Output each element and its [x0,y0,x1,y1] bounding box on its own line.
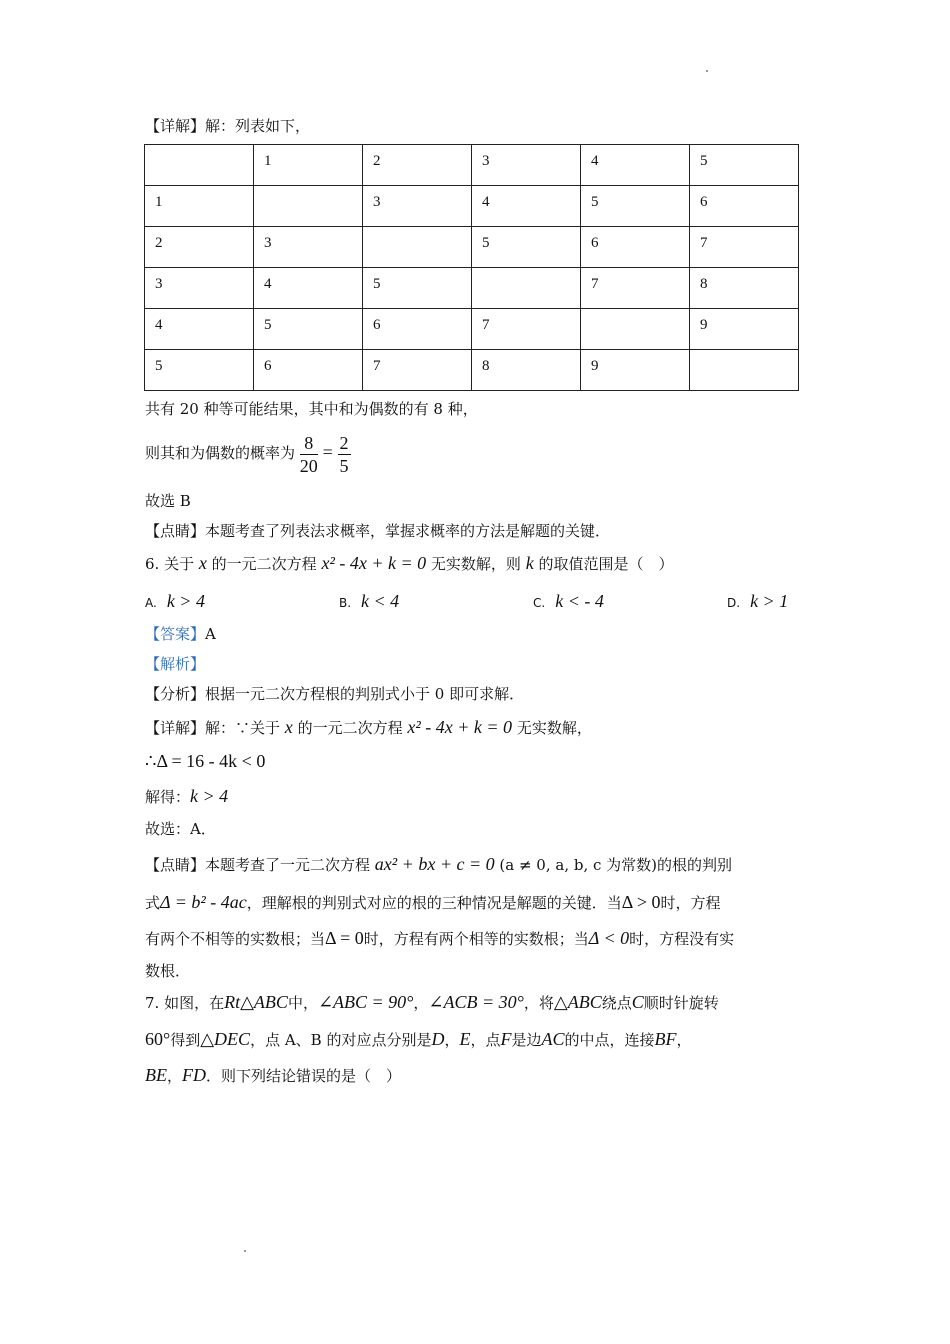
fraction-8-20 [300,432,318,477]
point-c: C [631,992,644,1012]
q7-text: ，点 A、B 的对应点分别是 [250,1031,432,1049]
table-row [145,186,799,227]
rotation-angle: 60° [145,1029,171,1049]
result-line: 共有 20 种等可能结果，其中和为偶数的有 8 种， [145,400,478,418]
segment-bf: BF [654,1029,677,1049]
segment-fd: FD [182,1065,207,1085]
comment-text: 时，方程有两个相等的实数根；当 [363,930,589,948]
frac-denominator: 20 [299,455,318,476]
discriminant: Δ = b² - 4ac [160,892,247,912]
point-d: D [431,1029,445,1049]
point-f: F [500,1029,512,1049]
table-cell: 3 [472,145,581,186]
table-cell: 5 [690,145,799,186]
q7-text: ， [444,1031,460,1049]
q7-text: 是边 [511,1031,542,1049]
q7-text: ， [676,1031,692,1049]
answer-value: A [205,625,216,643]
comment-text: ，理解根的判别式对应的根的三种情况是解题的关键．当 [246,894,622,912]
var-k: k [525,553,534,573]
q5-comment: 【点睛】本题考查了列表法求概率，掌握求概率的方法是解题的关键． [145,522,611,540]
table-cell: 5 [581,186,690,227]
table-cell: 6 [690,186,799,227]
table-row [145,268,799,309]
table-cell: 3 [363,186,472,227]
var-x: x [198,553,207,573]
solve-value: k > 4 [190,786,229,806]
sum-table [144,144,799,391]
table-row [145,309,799,350]
table-cell: 2 [363,145,472,186]
table-cell: 6 [581,227,690,268]
table-cell [363,227,472,268]
table-cell: 1 [254,145,363,186]
table-cell: 6 [363,309,472,350]
table-cell: 9 [690,309,799,350]
option-d [727,590,788,614]
frac-numerator: 8 [300,432,318,455]
table-cell: 5 [363,268,472,309]
triangle-label: △ABC [553,992,602,1012]
q5-choice: 故选 B [145,492,191,510]
triangle-label: △DEC [200,1029,251,1049]
detail-line [145,716,592,739]
q7-text: ，将 [523,994,554,1012]
table-cell [254,186,363,227]
q7-text: 的中点，连接 [564,1031,655,1049]
q7-line-1 [145,991,719,1014]
comment-text: (a ≠ 0, a, b, c 为常数)的根的判别 [499,856,733,874]
detail-text: 的一元二次方程 [297,719,403,737]
table-cell: 7 [363,350,472,391]
table-cell: 2 [145,227,254,268]
q7-text: ，点 [470,1031,501,1049]
q7-text: ， [413,994,429,1012]
segment-ac: AC [541,1029,565,1049]
q6-stem [145,552,673,575]
q6-stem-text: 6. 关于 [145,555,195,573]
q7-line-2 [145,1028,692,1051]
option-tag: B. [339,596,352,610]
table-cell [472,268,581,309]
option-b [339,590,399,614]
option-text: k > 1 [750,591,789,611]
table-cell: 7 [472,309,581,350]
solve-label: 解得： [145,788,191,806]
q7-text: 顺时针旋转 [643,994,719,1012]
comment-line-4: 数根． [145,962,191,980]
disc-negative: Δ < 0 [588,928,630,948]
table-cell: 1 [145,186,254,227]
option-text: k < 4 [361,591,400,611]
table-cell: 3 [145,268,254,309]
point-e: E [459,1029,471,1049]
detail-text: 【详解】解：∵关于 [145,719,281,737]
q6-stem-text: 的取值范围是（ ） [538,555,674,573]
equation: x² - 4x + k = 0 [321,553,427,573]
q7-line-3 [145,1064,401,1087]
option-text: k < - 4 [555,591,604,611]
segment-be: BE [145,1065,167,1085]
table-cell: 6 [254,350,363,391]
q7-text: 得到 [170,1031,201,1049]
table-cell [145,145,254,186]
equation: x² - 4x + k = 0 [407,717,513,737]
comment-line-3 [145,927,734,950]
comment-line-2 [145,891,721,914]
option-tag: A. [145,596,157,610]
frac-denominator: 5 [339,455,349,476]
comment-text: 有两个不相等的实数根；当 [145,930,326,948]
table-cell: 7 [581,268,690,309]
answer-label: 【答案】 [145,625,206,643]
table-cell: 4 [254,268,363,309]
comment-text: 式 [145,894,161,912]
q7-text: ．则下列结论错误的是（ ） [206,1067,402,1085]
table-cell [690,350,799,391]
table-cell: 5 [145,350,254,391]
comment-text: 时，方程 [660,894,721,912]
table-cell: 4 [581,145,690,186]
table-cell: 8 [472,350,581,391]
disc-positive: Δ > 0 [621,892,661,912]
q7-text: ， [167,1067,183,1085]
detail-text: 无实数解， [516,719,592,737]
option-a [145,590,205,614]
comment-text: 时，方程没有实 [629,930,735,948]
probability-line [145,428,351,477]
q7-text: 中， [287,994,318,1012]
option-c [533,590,604,614]
answer-line [145,623,216,645]
angle-acb: ∠ACB = 30° [428,992,524,1012]
table-row [145,227,799,268]
analysis-label: 【解析】 [145,655,206,673]
table-cell [581,309,690,350]
q6-choice: 故选：A． [145,820,216,838]
q7-text: 7. 如图，在 [145,994,225,1012]
table-cell: 5 [254,309,363,350]
frac-numerator: 2 [339,432,349,453]
fenxi-line: 【分析】根据一元二次方程根的判别式小于 0 即可求解． [145,685,525,703]
table-row [145,350,799,391]
table-cell: 8 [690,268,799,309]
angle-abc: ∠ABC = 90° [317,992,414,1012]
table-cell: 3 [254,227,363,268]
comment-line-1 [145,853,732,876]
probability-prefix: 则其和为偶数的概率为 [145,444,296,462]
equals-sign: = [322,442,333,462]
var-x: x [284,717,293,737]
table-row [145,145,799,186]
table-cell: 9 [581,350,690,391]
table-cell: 7 [690,227,799,268]
table-cell: 4 [472,186,581,227]
q6-stem-text: 的一元二次方程 [211,555,317,573]
scan-dot [706,70,708,72]
q6-stem-text: 无实数解，则 [430,555,521,573]
detail-intro: 【详解】解：列表如下， [145,117,311,135]
q7-text: 绕点 [601,994,632,1012]
general-equation: ax² + bx + c = 0 [374,854,495,874]
fraction-2-5 [338,432,351,477]
option-text: k > 4 [166,591,205,611]
option-tag: D. [727,596,741,610]
option-tag: C. [533,596,546,610]
table-cell: 5 [472,227,581,268]
therefore-line: ∴Δ = 16 - 4k < 0 [145,751,266,771]
disc-zero: Δ = 0 [325,928,364,948]
solve-line [145,785,228,808]
scan-dot [244,1250,246,1252]
table-cell: 4 [145,309,254,350]
comment-text: 【点睛】本题考查了一元二次方程 [145,856,371,874]
triangle-label: Rt△ABC [224,992,288,1012]
